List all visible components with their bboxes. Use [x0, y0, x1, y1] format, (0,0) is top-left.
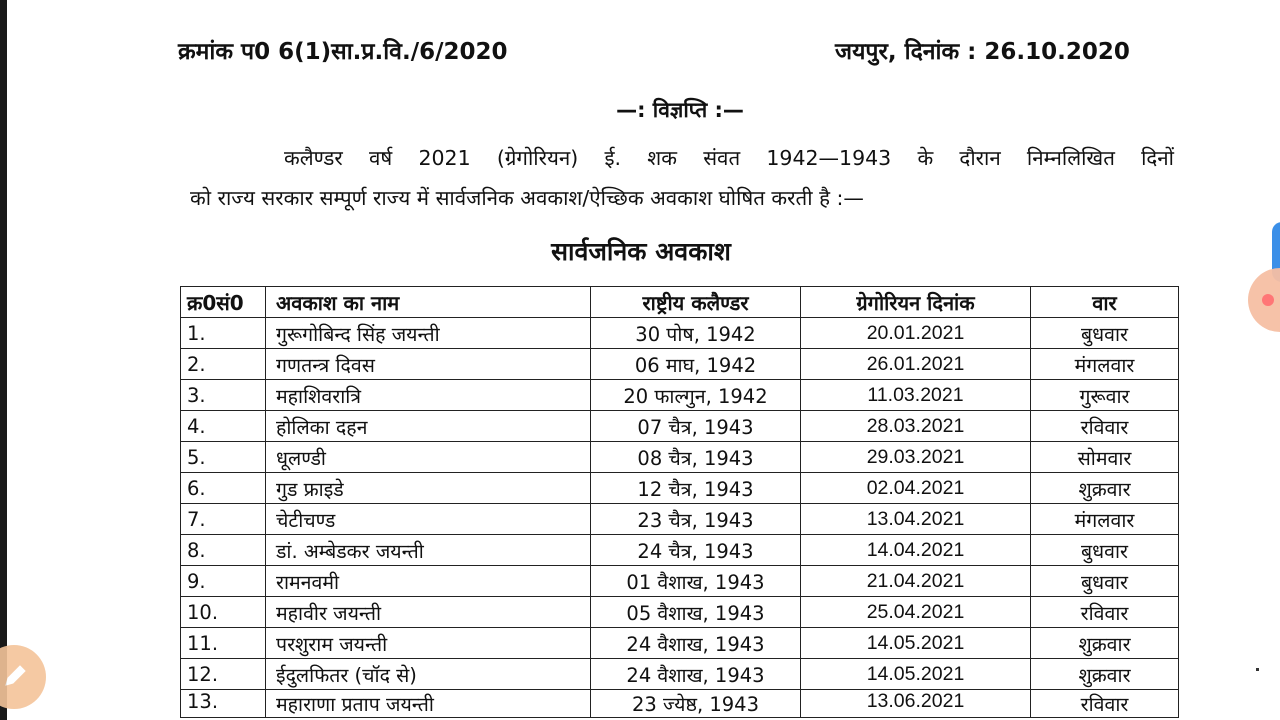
cell-national: 30 पोष, 1942: [591, 318, 801, 349]
notice-body-line-1: कलैण्डर वर्ष 2021 (ग्रेगोरियन) ई. शक संवत 1942—1943 के दौरान निम्नलिखित दिनों: [284, 146, 1174, 170]
cell-gregorian: 13.06.2021: [801, 690, 1031, 718]
cell-name: गुरूगोबिन्द सिंह जयन्ती: [266, 318, 591, 349]
cell-gregorian: 14.04.2021: [801, 535, 1031, 566]
cell-gregorian: 11.03.2021: [801, 380, 1031, 411]
cell-gregorian: 21.04.2021: [801, 566, 1031, 597]
table-row: [181, 690, 1179, 718]
table-row: [181, 349, 1179, 380]
cell-national: 06 माघ, 1942: [591, 349, 801, 380]
cell-name: महावीर जयन्ती: [266, 597, 591, 628]
cell-name: गुड फ्राइडे: [266, 473, 591, 504]
cell-name: धूलण्डी: [266, 442, 591, 473]
order-number: क्रमांक प0 6(1)सा.प्र.वि./6/2020: [178, 39, 508, 65]
cell-day: शुक्रवार: [1031, 628, 1179, 659]
cell-gregorian: 25.04.2021: [801, 597, 1031, 628]
cell-sno: 12.: [181, 659, 266, 690]
cell-national: 08 चैत्र, 1943: [591, 442, 801, 473]
cell-name: डां. अम्बेडकर जयन्ती: [266, 535, 591, 566]
cell-day: शुक्रवार: [1031, 473, 1179, 504]
record-dot-icon: [1262, 294, 1274, 306]
cell-gregorian: 20.01.2021: [801, 318, 1031, 349]
header-sno: क्र0सं0: [181, 287, 266, 318]
cell-name: रामनवमी: [266, 566, 591, 597]
notice-title: —: विज्ञप्ति :—: [616, 98, 744, 122]
table-row: [181, 566, 1179, 597]
header-day: वार: [1031, 287, 1179, 318]
pen-tool-button[interactable]: [0, 645, 46, 709]
cell-national: 23 चैत्र, 1943: [591, 504, 801, 535]
cell-name: महाराणा प्रताप जयन्ती: [266, 690, 591, 718]
cell-day: शुक्रवार: [1031, 659, 1179, 690]
table-row: [181, 535, 1179, 566]
cell-name: होलिका दहन: [266, 411, 591, 442]
cell-day: रविवार: [1031, 690, 1179, 718]
cell-day: गुरूवार: [1031, 380, 1179, 411]
cell-day: मंगलवार: [1031, 504, 1179, 535]
cell-day: रविवार: [1031, 411, 1179, 442]
cell-national: 01 वैशाख, 1943: [591, 566, 801, 597]
cell-sno: 2.: [181, 349, 266, 380]
cell-sno: 11.: [181, 628, 266, 659]
header-national-calendar: राष्ट्रीय कलैण्डर: [591, 287, 801, 318]
cell-day: सोमवार: [1031, 442, 1179, 473]
table-row: [181, 442, 1179, 473]
cell-national: 05 वैशाख, 1943: [591, 597, 801, 628]
table-row: [181, 473, 1179, 504]
cell-sno: 3.: [181, 380, 266, 411]
cell-national: 24 वैशाख, 1943: [591, 628, 801, 659]
cell-name: ईदुलफितर (चॉद से): [266, 659, 591, 690]
cell-day: रविवार: [1031, 597, 1179, 628]
dust-speck: [1256, 668, 1259, 671]
cell-name: परशुराम जयन्ती: [266, 628, 591, 659]
cell-name: महाशिवरात्रि: [266, 380, 591, 411]
cell-national: 23 ज्येष्ठ, 1943: [591, 690, 801, 718]
cell-day: बुधवार: [1031, 318, 1179, 349]
table-row: [181, 318, 1179, 349]
cell-sno: 9.: [181, 566, 266, 597]
cell-gregorian: 26.01.2021: [801, 349, 1031, 380]
cell-national: 20 फाल्गुन, 1942: [591, 380, 801, 411]
cell-national: 07 चैत्र, 1943: [591, 411, 801, 442]
table-row: [181, 597, 1179, 628]
cell-sno: 8.: [181, 535, 266, 566]
cell-sno: 4.: [181, 411, 266, 442]
pencil-icon: [2, 663, 28, 689]
cell-day: मंगलवार: [1031, 349, 1179, 380]
cell-gregorian: 28.03.2021: [801, 411, 1031, 442]
cell-sno: 1.: [181, 318, 266, 349]
table-row: [181, 411, 1179, 442]
section-title: सार्वजनिक अवकाश: [551, 237, 731, 266]
table-row: [181, 504, 1179, 535]
header-name: अवकाश का नाम: [266, 287, 591, 318]
cell-name: गणतन्त्र दिवस: [266, 349, 591, 380]
cell-gregorian: 14.05.2021: [801, 628, 1031, 659]
notice-body-line-2: को राज्य सरकार सम्पूर्ण राज्य में सार्वजनिक अवकाश/ऐच्छिक अवकाश घोषित करती है :—: [190, 186, 864, 210]
holiday-table: [180, 286, 1179, 718]
table-header-row: [181, 287, 1179, 318]
cell-gregorian: 13.04.2021: [801, 504, 1031, 535]
table-row: [181, 628, 1179, 659]
cell-day: बुधवार: [1031, 535, 1179, 566]
cell-national: 12 चैत्र, 1943: [591, 473, 801, 504]
table-row: [181, 380, 1179, 411]
cell-gregorian: 14.05.2021: [801, 659, 1031, 690]
header-gregorian-date: ग्रेगोरियन दिनांक: [801, 287, 1031, 318]
cell-gregorian: 02.04.2021: [801, 473, 1031, 504]
cell-national: 24 वैशाख, 1943: [591, 659, 801, 690]
cell-sno: 6.: [181, 473, 266, 504]
cell-name: चेटीचण्ड: [266, 504, 591, 535]
cell-national: 24 चैत्र, 1943: [591, 535, 801, 566]
record-button[interactable]: [1248, 268, 1280, 332]
cell-sno: 10.: [181, 597, 266, 628]
cell-sno: 5.: [181, 442, 266, 473]
cell-gregorian: 29.03.2021: [801, 442, 1031, 473]
table-row: [181, 659, 1179, 690]
cell-day: बुधवार: [1031, 566, 1179, 597]
cell-sno: 13.: [181, 690, 266, 718]
cell-sno: 7.: [181, 504, 266, 535]
place-and-date: जयपुर, दिनांक : 26.10.2020: [835, 39, 1130, 65]
